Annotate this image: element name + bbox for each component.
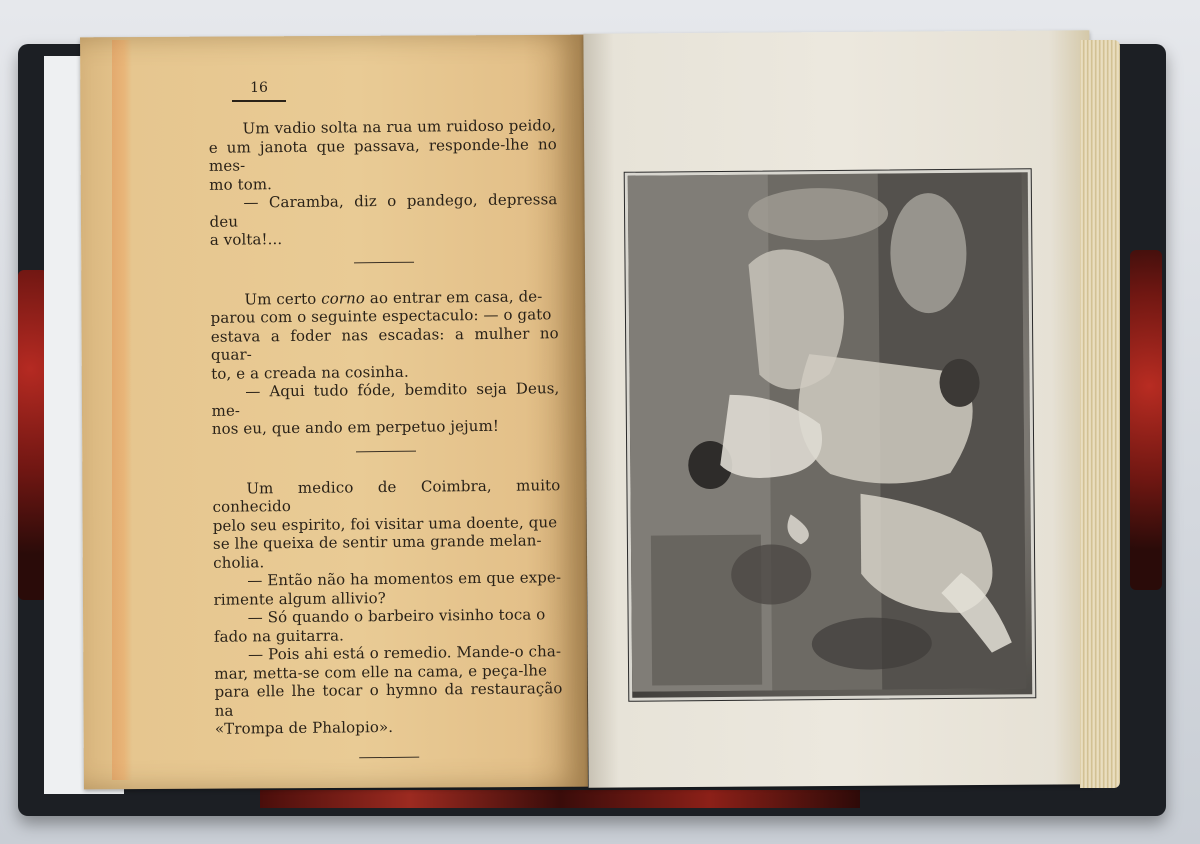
text-line: e um janota que passava, responde-lhe no mes- [208, 134, 557, 175]
text-line: mar, metta-se com elle na cama, e peça-lhe [214, 660, 548, 683]
text-line: — Aqui tudo fóde, bemdito seja Deus, me- [211, 379, 560, 420]
text-line: parou com o seguinte espectaculo: — o gato [210, 305, 552, 327]
illustration-plate [624, 168, 1037, 702]
text-line: — Pois ahi está o remedio. Mande-o cha- [248, 642, 562, 664]
right-page-edge [1080, 40, 1120, 788]
section-divider [354, 261, 414, 263]
text-line: pelo seu espirito, foi visitar uma doente, que [212, 512, 558, 535]
text-line: mo tom. [209, 174, 273, 194]
halftone-photo [628, 172, 1033, 697]
text-line: Um medico de Coimbra, muito conhecido [212, 475, 561, 516]
anecdote-2 [210, 287, 560, 439]
text-line: — Então não ha momentos em que expe- [247, 568, 562, 590]
emphasis-word: corno [321, 288, 366, 308]
marbled-cover-right [1130, 250, 1162, 590]
text-fragment: ao entrar em casa, de- [364, 286, 543, 307]
text-line: fado na guitarra. [213, 625, 345, 646]
text-line: a volta!... [209, 230, 283, 249]
left-page-edge [112, 40, 132, 780]
anecdote-1 [209, 116, 558, 249]
text-line: nos eu, que ando em perpetuo jejum! [211, 416, 500, 438]
photo-shapes [628, 172, 1026, 691]
page-number: 16 [232, 80, 286, 102]
left-page-text [209, 116, 564, 785]
section-divider [359, 756, 419, 758]
text-line: to, e a creada na cosinha. [211, 362, 409, 383]
text-line: «Trompa de Phalopio». [214, 717, 394, 738]
section-divider [356, 450, 416, 452]
text-line: para elle lhe tocar o hymno da restauração na [214, 679, 563, 720]
text-line: rimente algum allivio? [213, 588, 386, 609]
text-line: Um vadio solta na rua um ruidoso peido, [242, 116, 557, 138]
text-line: — Caramba, diz o pandego, depressa deu [209, 190, 558, 231]
marbled-cover-bottom [260, 790, 860, 808]
text-line: — Só quando o barbeiro visinho toca o [247, 605, 546, 627]
text-line: estava a foder nas escadas: a mulher no quar- [210, 323, 559, 364]
anecdote-3 [212, 476, 563, 739]
text-fragment: Um certo [244, 289, 322, 308]
text-line: se lhe queixa de sentir uma grande melan- [212, 531, 542, 553]
text-line: cholia. [213, 552, 265, 572]
